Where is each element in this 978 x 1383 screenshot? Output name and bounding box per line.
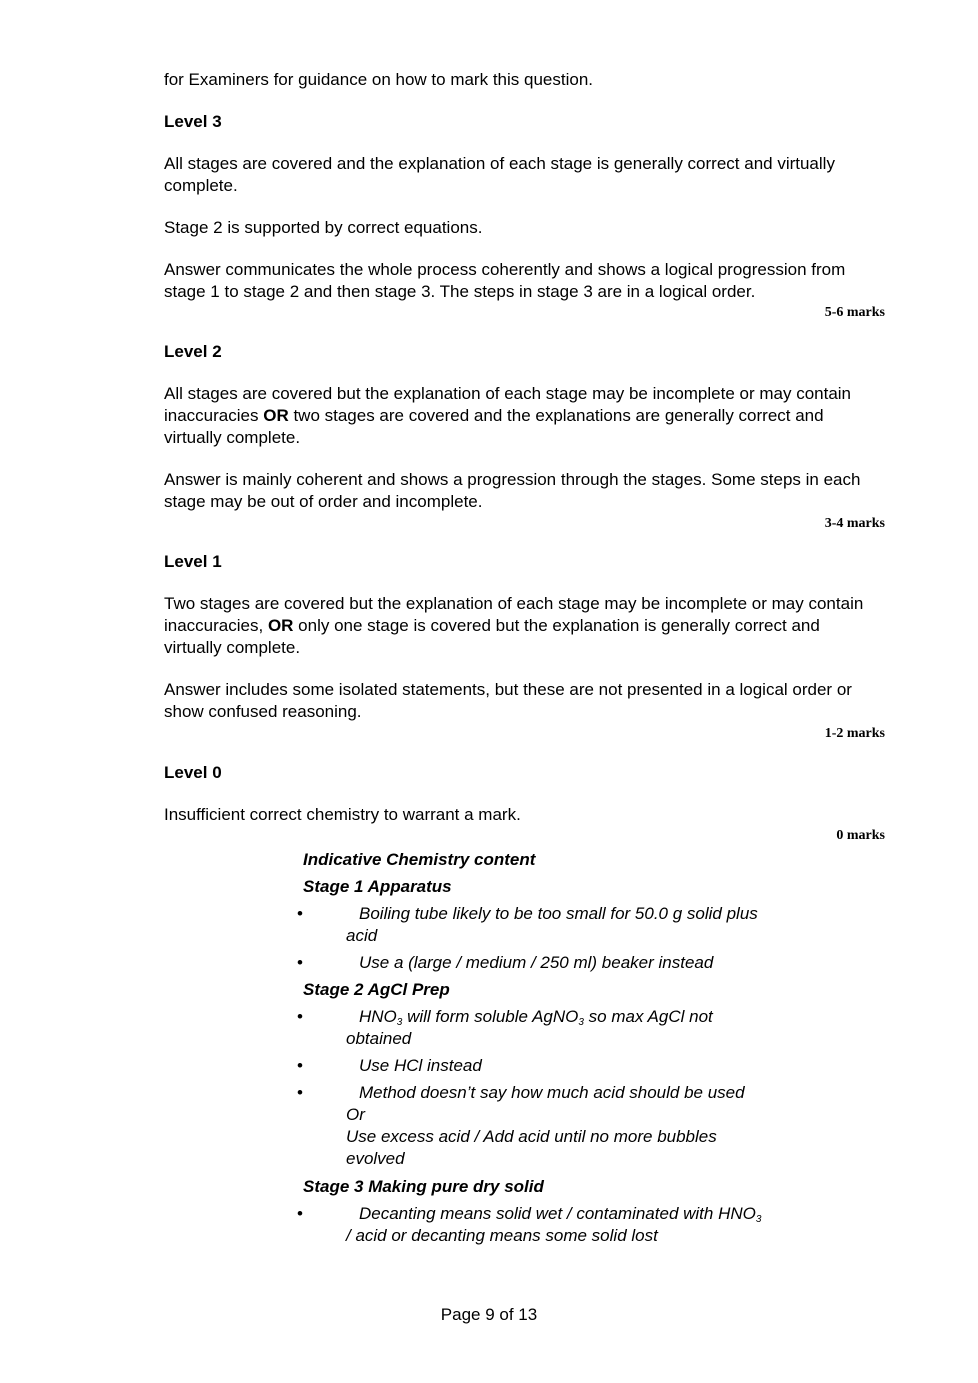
level-3-equations: Stage 2 is supported by correct equations. <box>164 218 483 237</box>
stage-2-bullet-3-line-1: Method doesn’t say how much acid should be used <box>359 1083 745 1102</box>
text-main: Decanting means solid wet / contaminated with HNO <box>359 1204 756 1223</box>
bullet: • <box>297 1083 303 1102</box>
subscript: 3 <box>755 1214 762 1225</box>
stage-2-bullet-3-line-4: evolved <box>346 1149 405 1168</box>
bullet: • <box>297 953 303 972</box>
stage-2-bullet-3-line-2: Or <box>346 1105 365 1124</box>
level-3-communication: Answer communicates the whole process coherently and shows a logical progression from stage 1 to stage 2 and then stage 3. The steps in stage 3 are in a logical order. <box>164 260 846 301</box>
level-1-or: OR <box>267 616 294 635</box>
bullet: • <box>297 1204 303 1223</box>
stage-2-bullet-1-line-1 <box>346 1006 791 1028</box>
text-tail: so max AgCl not <box>583 1007 713 1026</box>
level-2-text-a: All stages are covered but the explanation of each stage may be incomplete or may contain inaccuracies <box>164 384 852 425</box>
level-0-marks: 0 marks <box>836 828 885 843</box>
stage-2-bullet-3-line-3: Use excess acid / Add acid until no more bubbles <box>346 1127 717 1146</box>
level-1-marks: 1-2 marks <box>824 726 885 741</box>
level-3-description: All stages are covered and the explanation of each stage is generally correct and virtually complete. <box>164 154 835 195</box>
stage-3-bullet-1-line-2: / acid or decanting means some solid lost <box>346 1226 658 1245</box>
level-0-description: Insufficient correct chemistry to warrant a mark. <box>164 805 521 824</box>
indicative-title: Indicative Chemistry content <box>303 850 536 869</box>
stage-1-heading: Stage 1 Apparatus <box>303 877 452 896</box>
formula-hno: HNO <box>359 1007 397 1026</box>
stage-1-bullet-1-line-2: acid <box>346 926 378 945</box>
formula-agno: will form soluble AgNO <box>402 1007 579 1026</box>
level-2-text-b: two stages are covered and the explanations are generally correct and virtually complete. <box>164 406 824 447</box>
level-2-description <box>164 383 864 449</box>
level-2-heading: Level 2 <box>164 342 222 361</box>
stage-2-bullet-1-line-2: obtained <box>346 1029 412 1048</box>
subscript: 3 <box>578 1017 584 1028</box>
stage-2-bullet-2: Use HCl instead <box>359 1056 482 1075</box>
level-3-marks: 5-6 marks <box>824 305 885 320</box>
level-2-or: OR <box>263 406 289 425</box>
bullet: • <box>297 904 303 923</box>
page-number: Page 9 of 13 <box>440 1305 538 1324</box>
level-2-marks: 3-4 marks <box>824 516 885 531</box>
stage-3-heading: Stage 3 Making pure dry solid <box>303 1177 544 1196</box>
intro-text: for Examiners for guidance on how to mark this question. <box>164 70 593 89</box>
level-1-text-a: Two stages are covered but the explanation of each stage may be incomplete or may contain inaccuracies, <box>164 594 864 635</box>
level-2-communication: Answer is mainly coherent and shows a progression through the stages. Some steps in each stage may be out of order and incomplete. <box>164 470 861 511</box>
stage-3-bullet-1-line-1 <box>346 1203 791 1225</box>
bullet: • <box>297 1007 303 1026</box>
stage-1-bullet-1-line-1: Boiling tube likely to be too small for 50.0 g solid plus <box>359 904 758 923</box>
level-0-heading: Level 0 <box>164 763 222 782</box>
bullet: • <box>297 1056 303 1075</box>
level-1-text-b: only one stage is covered but the explanation is generally correct and virtually complete. <box>164 616 820 657</box>
level-3-heading: Level 3 <box>164 112 222 131</box>
level-1-communication: Answer includes some isolated statements, but these are not presented in a logical order or show confused reasoning. <box>164 680 852 721</box>
level-1-description <box>164 593 864 659</box>
subscript: 3 <box>396 1017 403 1028</box>
level-1-heading: Level 1 <box>164 552 222 571</box>
stage-1-bullet-2: Use a (large / medium / 250 ml) beaker instead <box>359 953 714 972</box>
stage-2-heading: Stage 2 AgCl Prep <box>303 980 450 999</box>
